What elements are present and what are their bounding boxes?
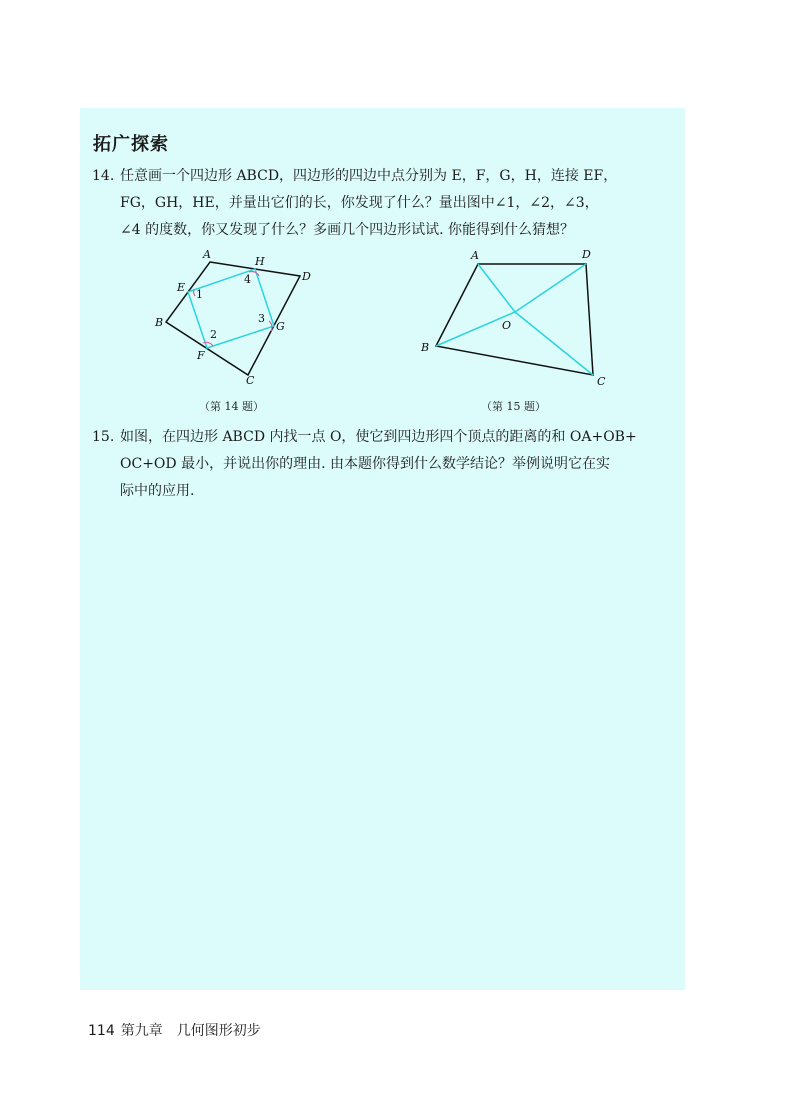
label-a: A: [471, 249, 479, 262]
figure-15: [415, 244, 615, 392]
label-d: D: [302, 270, 311, 283]
problem-15-number: 15.: [92, 429, 115, 445]
label-d: D: [582, 248, 591, 261]
quadrilateral-abcd: [166, 262, 300, 375]
figure-14-caption: （第 14 题）: [199, 400, 264, 413]
label-g: G: [276, 320, 285, 333]
midpoint-quadrilateral-efgh: [188, 269, 274, 348]
problem-15-line-1: 15. 如图，在四边形 ABCD 内找一点 O，使它到四边形四个顶点的距离的和 OA+OB+: [92, 424, 672, 451]
label-b: B: [421, 341, 430, 354]
problem-14-line-1: 14. 任意画一个四边形 ABCD，四边形的四边中点分别为 E，F，G，H，连接 EF，: [92, 163, 672, 190]
angle-1-label: 1: [196, 288, 203, 301]
segment-oa: [478, 264, 515, 312]
angle-3-label: 3: [258, 312, 265, 325]
angle-2-label: 2: [210, 328, 217, 341]
problem-14-line-3: ∠4 的度数，你又发现了什么？多画几个四边形试试. 你能得到什么猜想？: [120, 222, 574, 238]
figure-14-diagram: [150, 244, 320, 384]
label-o: O: [502, 319, 512, 332]
angle-2-arc: [203, 342, 213, 346]
page-number: 114: [88, 1023, 115, 1039]
label-b: B: [155, 316, 164, 329]
label-a: A: [203, 248, 211, 261]
segment-od: [515, 264, 586, 312]
section-title: 拓广探索: [93, 134, 169, 155]
angle-3-arc: [269, 321, 272, 331]
figure-15-caption: （第 15 题）: [481, 400, 546, 413]
chapter-title: 几何图形初步: [176, 1023, 261, 1039]
problem-15: [92, 424, 672, 505]
label-c: C: [597, 375, 606, 388]
figure-14: [150, 244, 320, 384]
problem-14-line-2: FG，GH，HE，并量出它们的长，你发现了什么？量出图中∠1，∠2，∠3，: [120, 195, 599, 211]
label-e: E: [177, 281, 186, 294]
label-h: H: [255, 255, 265, 268]
figure-15-diagram: [415, 244, 615, 392]
chapter-label: 第九章: [120, 1023, 163, 1039]
problem-15-line-3: 际中的应用.: [120, 483, 195, 499]
quadrilateral-abcd: [436, 264, 593, 375]
segment-oc: [515, 312, 593, 375]
problem-14-number: 14.: [92, 168, 115, 184]
angle-4-label: 4: [244, 273, 251, 286]
label-f: F: [197, 349, 205, 362]
problem-14: [92, 163, 672, 244]
problem-15-line-2: OC+OD 最小，并说出你的理由. 由本题你得到什么数学结论？举例说明它在实: [120, 456, 610, 472]
label-c: C: [246, 374, 255, 384]
page-footer: [88, 1020, 261, 1040]
